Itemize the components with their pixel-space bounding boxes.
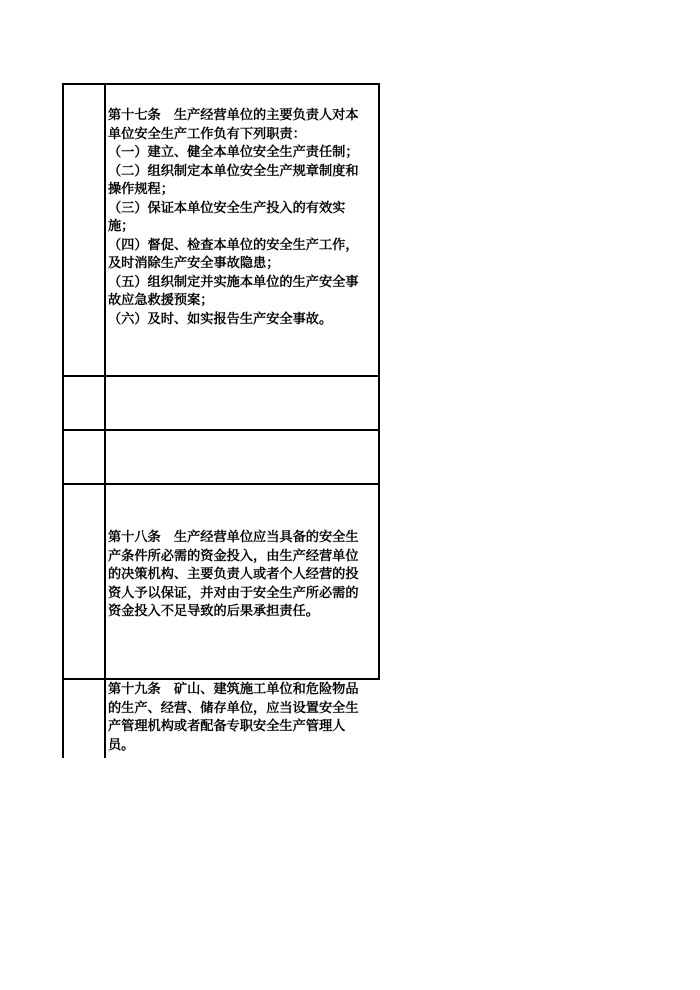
- article-17-item: （二）组织制定本单位安全生产规章制度和操作规程；: [108, 163, 359, 197]
- table-border-right: [378, 83, 380, 680]
- table-cell-article-19: [108, 681, 366, 755]
- article-19-text: 第十九条 矿山、建筑施工单位和危险物品的生产、经营、储存单位，应当设置安全生产管理机构或者配备专职安全生产管理人员。: [108, 682, 359, 753]
- table-border-top: [62, 83, 380, 85]
- table-border-column: [104, 83, 106, 758]
- table-cell-article-17: [108, 107, 366, 329]
- article-18-text: 第十八条 生产经营单位应当具备的安全生产条件所必需的资金投入，由生产经营单位的决策机构、主要负责人或者个人经营的投资人予以保证，并对由于安全生产所必需的资金投入不足导致的后果承担责任。: [108, 530, 359, 619]
- article-17-item: （四）督促、检查本单位的安全生产工作，及时消除生产安全事故隐患；: [108, 237, 359, 271]
- article-17-item: （三）保证本单位安全生产投入的有效实施；: [108, 200, 346, 234]
- article-17-item: （一）建立、健全本单位安全生产责任制；: [108, 145, 359, 160]
- article-17-text: 第十七条 生产经营单位的主要负责人对本单位安全生产工作负有下列职责：: [108, 108, 359, 142]
- row-divider: [62, 375, 380, 377]
- row-divider: [62, 483, 380, 485]
- row-divider: [62, 429, 380, 431]
- article-17-item: （五）组织制定并实施本单位的生产安全事故应急救援预案；: [108, 274, 359, 308]
- row-divider: [62, 678, 380, 680]
- regulation-table: [62, 83, 380, 758]
- article-17-item: （六）及时、如实报告生产安全事故。: [108, 311, 333, 327]
- table-border-left: [62, 83, 64, 758]
- table-cell-article-18: [108, 529, 366, 622]
